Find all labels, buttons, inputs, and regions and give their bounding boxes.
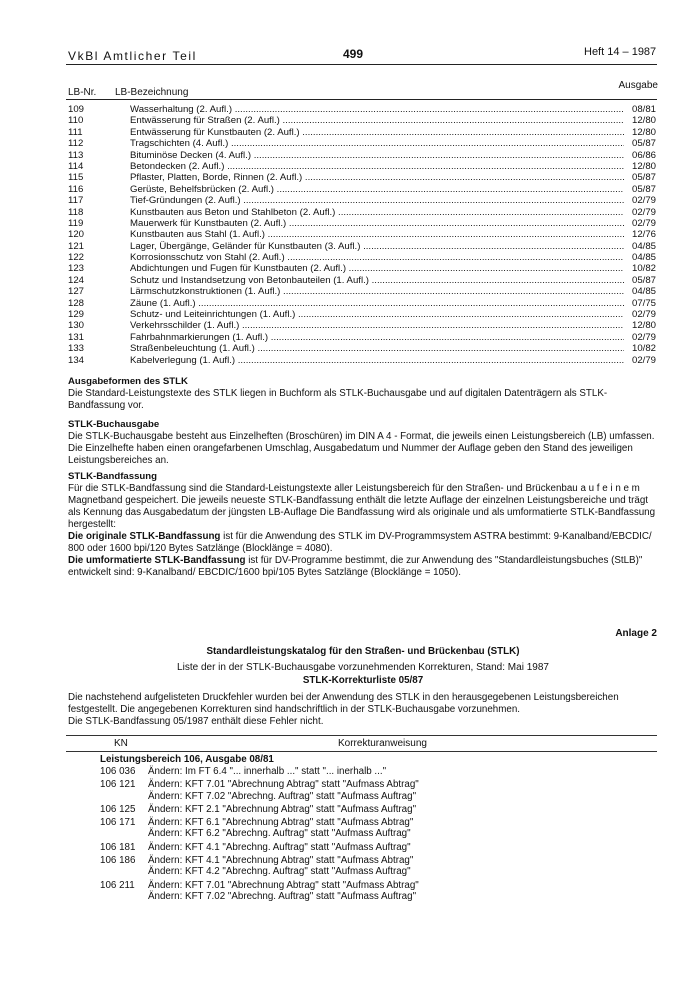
korrektur-instruction: Ändern: KFT 4.1 "Abrechng. Auftrag" statt "Aufmass Auftrag": [148, 841, 411, 853]
lb-row: [68, 320, 656, 331]
page-number: 499: [343, 47, 364, 61]
korrektur-instruction: Ändern: KFT 4.2 "Abrechng. Auftrag" statt "Aufmass Auftrag": [148, 866, 411, 878]
lb-nr: 133: [68, 343, 85, 355]
lb-name: Lärmschutzkonstruktionen (1. Aufl.) .....: [130, 286, 624, 297]
table-header-rule: [66, 751, 657, 752]
lb-date: 04/85: [631, 240, 656, 252]
lb-name: Korrosionsschutz von Stahl (2. Aufl.) .....: [130, 252, 624, 263]
lb-date: 10/82: [631, 263, 656, 275]
korrektur-intro-text: Die nachstehend aufgelisteten Druckfehler wurden bei der Anwendung des STLK in den herausgegebenen Leistungsbereichen festgestellt. Die angegebenen Korrekturen sind handschriftlich in der STLK-Buchausgabe vorzunehmen.: [68, 692, 619, 715]
lb-name: Verkehrsschilder (1. Aufl.) .....: [130, 320, 624, 331]
lb-date: 02/79: [631, 206, 656, 218]
lb-nr: 121: [68, 240, 85, 252]
lb-name: Kabelverlegung (1. Aufl.) .....: [130, 355, 624, 366]
lb-row: [68, 332, 656, 343]
anlage-subtitle: Liste der in der STLK-Buchausgabe vorzunehmenden Korrekturen, Stand: Mai 1987: [177, 662, 549, 673]
korrektur-instruction: Ändern: KFT 7.02 "Abrechng. Auftrag" statt "Aufmass Auftrag": [148, 890, 417, 902]
lb-row: [68, 138, 656, 149]
lb-date: 12/80: [631, 115, 656, 127]
lb-nr: 109: [68, 104, 85, 115]
lb-name: Schutz- und Leiteinrichtungen (1. Aufl.) .....: [130, 309, 624, 320]
korrektur-section-heading: Leistungsbereich 106, Ausgabe 08/81: [100, 754, 274, 765]
lb-nr: 134: [68, 354, 85, 366]
lb-nr: 124: [68, 274, 85, 286]
lb-row: [68, 150, 656, 161]
lb-name: Lager, Übergänge, Geländer für Kunstbauten (3. Aufl.) .....: [130, 241, 624, 252]
lb-date: 04/85: [631, 252, 656, 264]
anlage-title: Standardleistungskatalog für den Straßen- und Brückenbau (STLK): [206, 646, 520, 657]
lb-date: 12/80: [631, 126, 656, 138]
lb-date: 12/76: [631, 229, 656, 241]
lb-nr: 131: [68, 331, 85, 343]
originale-bandfassung-label: Die originale STLK-Bandfassung: [68, 531, 221, 542]
lb-nr: 111: [68, 126, 83, 138]
lb-nr: 117: [68, 195, 84, 207]
lb-nr: 127: [68, 286, 85, 298]
issue-label: Heft 14 – 1987: [584, 46, 657, 58]
lb-name: Gerüste, Behelfsbrücken (2. Aufl.) .....: [130, 184, 624, 195]
lb-name: Zäune (1. Aufl.) .....: [130, 298, 624, 309]
lb-row: [68, 104, 656, 115]
korrektur-kn: 106 181: [100, 841, 136, 853]
lb-date: 02/79: [631, 331, 656, 343]
korrektur-row: [100, 842, 660, 855]
korrektur-kn: 106 125: [100, 803, 136, 815]
lb-nr: 115: [68, 172, 84, 184]
lb-name: Wasserhaltung (2. Aufl.) .....: [130, 104, 624, 115]
lb-date: 08/81: [631, 104, 656, 115]
lb-row: [68, 127, 656, 138]
lb-name: Entwässerung für Straßen (2. Aufl.) .....: [130, 115, 624, 126]
lb-row: [68, 298, 656, 309]
lb-name: Abdichtungen und Fugen für Kunstbauten (2. Aufl.) .....: [130, 263, 624, 274]
korrektur-row: [100, 855, 660, 880]
korrektur-rows: [100, 766, 660, 904]
lb-nr: 123: [68, 263, 85, 275]
korrekturanweisung-column-header: Korrekturanweisung: [338, 738, 427, 749]
buchausgabe-heading: STLK-Buchausgabe: [68, 419, 160, 430]
korrekturliste-title: STLK-Korrekturliste 05/87: [302, 675, 424, 686]
korrektur-row: [100, 880, 660, 905]
kn-column-header: KN: [114, 738, 128, 749]
lb-date: 02/79: [631, 217, 656, 229]
lb-name: Tief-Gründungen (2. Aufl.) .....: [130, 195, 624, 206]
ausgabeformen-text: Die Standard-Leistungstexte des STLK liegen in Buchform als STLK-Buchausgabe und auf digitalen Datenträgern als STLK-Bandfassung vor.: [68, 388, 608, 411]
table-top-rule: [66, 735, 657, 736]
lb-name: Kunstbauten aus Stahl (1. Aufl.) .....: [130, 229, 624, 240]
korrektur-kn: 106 036: [100, 766, 136, 777]
lb-date: 05/87: [631, 138, 656, 150]
bandfassung-section: [68, 471, 658, 579]
korrektur-kn: 106 171: [100, 817, 136, 829]
lb-row: [68, 229, 656, 240]
buchausgabe-text: Die STLK-Buchausgabe besteht aus Einzelheften (Broschüren) im DIN A 4 - Format, die jeweils einen Leistungsbereich (LB) umfassen. Die Einzelhefte haben einen orangefarbenen Umschlag, Ausgabedatum und Nummer der Auflage geben den Stand des jeweiligen Leistungsbereiches an.: [68, 431, 655, 466]
umformatierte-bandfassung-label: Die umformatierte STLK-Bandfassung: [68, 555, 246, 566]
running-header-title: VkBl Amtlicher Teil: [68, 49, 197, 63]
list-header-rule: [66, 99, 657, 100]
lb-date: 05/87: [631, 183, 656, 195]
bandfassung-heading: STLK-Bandfassung: [68, 471, 158, 482]
ausgabe-column-header: Ausgabe: [618, 80, 658, 91]
lb-nr: 112: [68, 138, 84, 150]
lb-row: [68, 263, 656, 274]
korrektur-row: [100, 804, 660, 817]
lb-date: 10/82: [631, 343, 656, 355]
lb-name: Bituminöse Decken (4. Aufl.) .....: [130, 150, 624, 161]
korrektur-instruction: Ändern: KFT 7.01 "Abrechnung Abtrag" statt "Aufmass Abtrag": [148, 879, 419, 891]
originale-bandfassung-text: ist für die Anwendung des STLK im DV-Programmsystem ASTRA bestimmt: 9-Kanalband/EBCDIC/ 800 oder 1600 bpi/120 Bytes Satzlänge (Blocklänge = 4080).: [68, 531, 652, 554]
lb-nr: 113: [68, 149, 84, 161]
korrektur-list: [100, 754, 660, 904]
lb-name: Betondecken (2. Aufl.) .....: [130, 161, 624, 172]
korrektur-kn: 106 211: [100, 879, 135, 891]
bandfassung-text: Für die STLK-Bandfassung sind die Standard-Leistungstexte aller Leistungsbereich für den Straßen- und Brückenbau a u f e i n e m Magnetband gespeichert. Die jeweils neueste STLK-Bandfassung enthält die letzte Auflage der einzelnen Leistungsbereiche und trägt als Kennung das Ausgabedatum der jüngsten LB-Auflage Die Bandfassung wird als originale und als umformatierte STLK-Bandfassung hergestellt:: [68, 483, 656, 530]
lb-nr: 119: [68, 217, 84, 229]
lb-date: 02/79: [631, 195, 656, 207]
lb-nr: 118: [68, 206, 84, 218]
lb-name: Entwässerung für Kunstbauten (2. Aufl.) .....: [130, 127, 624, 138]
originale-bandfassung-paragraph: [68, 531, 658, 555]
lb-row: [68, 195, 656, 206]
lb-name: Kunstbauten aus Beton und Stahlbeton (2. Aufl.) .....: [130, 207, 624, 218]
lb-name: Tragschichten (4. Aufl.) .....: [130, 138, 624, 149]
lb-name: Mauerwerk für Kunstbauten (2. Aufl.) .....: [130, 218, 624, 229]
ausgabeformen-heading: Ausgabeformen des STLK: [68, 376, 188, 387]
lb-nr: 110: [68, 115, 84, 127]
lb-nr: 116: [68, 183, 84, 195]
lb-date: 06/86: [631, 149, 656, 161]
korrektur-instruction: Ändern: KFT 7.02 "Abrechng. Auftrag" statt "Aufmass Auftrag": [148, 790, 417, 802]
lb-name: Fahrbahnmarkierungen (1. Aufl.) .....: [130, 332, 624, 343]
lb-date: 04/85: [631, 286, 656, 298]
lb-date: 12/80: [631, 160, 656, 172]
korrektur-intro-note: Die STLK-Bandfassung 05/1987 enthält diese Fehler nicht.: [68, 716, 324, 727]
lb-row: [68, 172, 656, 183]
korrektur-kn: 106 186: [100, 855, 136, 867]
umformatierte-bandfassung-text: ist für DV-Programme bestimmt, die zur Anwendung des "Standardleistungsbuches (StLB)" entwickelt sind: 9-Kanalband/ EBCDIC/1600 bpi/105 Bytes Satzlänge (Blocklänge = 1050).: [68, 555, 643, 578]
lb-date: 12/80: [631, 320, 656, 332]
korrektur-instruction: Ändern: KFT 4.1 "Abrechnung Abtrag" statt "Aufmass Abtrag": [148, 855, 414, 867]
lb-row: [68, 207, 656, 218]
lb-row: [68, 115, 656, 126]
lb-row: [68, 184, 656, 195]
lb-name: Straßenbeleuchtung (1. Aufl.) .....: [130, 343, 624, 354]
lb-list: [68, 104, 656, 366]
lb-row: [68, 218, 656, 229]
korrektur-instruction: Ändern: KFT 6.2 "Abrechng. Auftrag" statt "Aufmass Auftrag": [148, 828, 411, 840]
lb-row: [68, 161, 656, 172]
anlage-label: Anlage 2: [615, 628, 657, 639]
lb-nr: 130: [68, 320, 85, 332]
lb-name: Schutz und Instandsetzung von Betonbauteilen (1. Aufl.) .....: [130, 275, 624, 286]
korrektur-row: [100, 779, 660, 804]
lb-date: 02/79: [631, 354, 656, 366]
korrektur-instruction: Ändern: KFT 6.1 "Abrechnung Abtrag" statt "Aufmass Abtrag": [148, 817, 414, 829]
lb-name: Pflaster, Platten, Borde, Rinnen (2. Aufl.) .....: [130, 172, 624, 183]
lb-date: 07/75: [631, 297, 656, 309]
korrektur-row: [100, 817, 660, 842]
header-rule: [66, 64, 657, 65]
lb-row: [68, 343, 656, 354]
umformatierte-bandfassung-paragraph: [68, 555, 658, 579]
lb-date: 02/79: [631, 309, 656, 321]
lb-row: [68, 309, 656, 320]
lb-row: [68, 355, 656, 366]
lb-row: [68, 252, 656, 263]
lb-nr: 122: [68, 252, 85, 264]
lb-nr: 114: [68, 160, 84, 172]
lb-date: 05/87: [631, 274, 656, 286]
korrektur-instruction: Ändern: KFT 7.01 "Abrechnung Abtrag" statt "Aufmass Abtrag": [148, 779, 419, 791]
lb-nr: 120: [68, 229, 85, 241]
lb-nr-column-header: LB-Nr.: [68, 87, 97, 98]
korrektur-instruction: Ändern: KFT 2.1 "Abrechnung Abtrag" statt "Aufmass Auftrag": [148, 803, 417, 815]
lb-row: [68, 275, 656, 286]
ausgabeformen-section: [68, 376, 658, 412]
lb-date: 05/87: [631, 172, 656, 184]
lb-bezeichnung-column-header: LB-Bezeichnung: [115, 87, 189, 98]
korrektur-intro: [68, 692, 658, 728]
lb-nr: 129: [68, 309, 85, 321]
lb-nr: 128: [68, 297, 85, 309]
korrektur-instruction: Ändern: Im FT 6.4 "... innerhalb ..." statt "... inerhalb ...": [148, 766, 387, 777]
lb-row: [68, 286, 656, 297]
lb-row: [68, 241, 656, 252]
korrektur-row: [100, 766, 660, 779]
korrektur-kn: 106 121: [100, 779, 136, 791]
buchausgabe-section: [68, 419, 658, 467]
